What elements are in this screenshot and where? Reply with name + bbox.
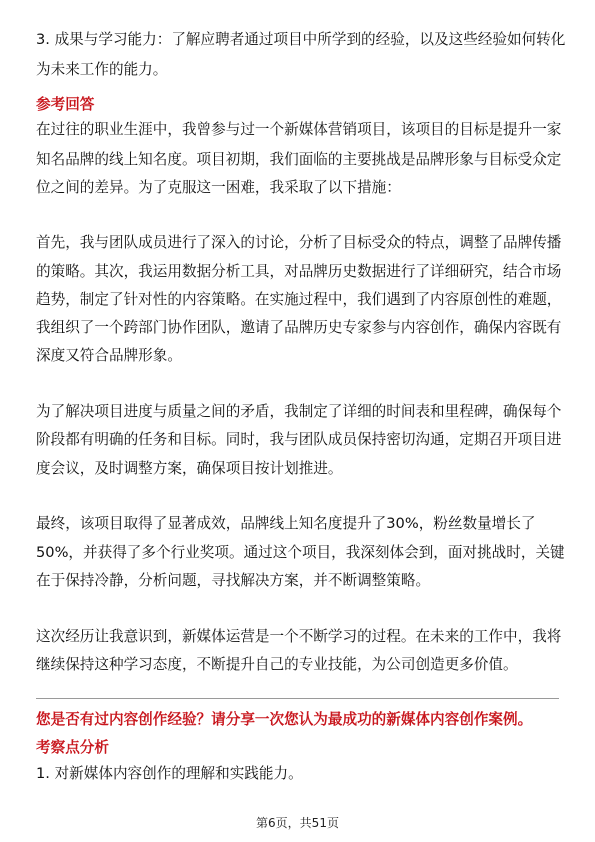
page-indicator: 第6页，共51页	[256, 816, 339, 830]
answer-p5-line-1: 这次经历让我意识到，新媒体运营是一个不断学习的过程。在未来的工作中，我将	[36, 628, 562, 645]
item3-line-1: 3. 成果与学习能力：了解应聘者通过项目中所学到的经验，以及这些经验如何转化	[36, 31, 566, 48]
answer-p4-line-2: 50%，并获得了多个行业奖项。通过这个项目，我深刻体会到，面对挑战时，关键	[36, 544, 565, 561]
answer-p2-line-1: 首先，我与团队成员进行了深入的讨论，分析了目标受众的特点，调整了品牌传播	[36, 234, 562, 251]
analysis-point-1: 1. 对新媒体内容创作的理解和实践能力。	[36, 765, 303, 782]
answer-p2-line-5: 深度又符合品牌形象。	[36, 347, 182, 364]
answer-p1-line-3: 位之间的差异。为了克服这一困难，我采取了以下措施：	[36, 179, 401, 196]
answer-p1-line-2: 知名品牌的线上知名度。项目初期，我们面临的主要挑战是品牌形象与目标受众定	[36, 151, 562, 168]
section-divider	[36, 698, 559, 699]
next-question-title: 您是否有过内容创作经验？请分享一次您认为最成功的新媒体内容创作案例。	[36, 711, 533, 728]
answer-p2-line-3: 趋势，制定了针对性的内容策略。在实施过程中，我们遇到了内容原创性的难题，	[36, 291, 562, 308]
answer-p3-line-1: 为了解决项目进度与质量之间的矛盾，我制定了详细的时间表和里程碑，确保每个	[36, 403, 562, 420]
answer-p2-line-2: 的策略。其次，我运用数据分析工具，对品牌历史数据进行了详细研究，结合市场	[36, 263, 562, 280]
item3-line-2: 为未来工作的能力。	[36, 61, 168, 78]
answer-p3-line-3: 度会议，及时调整方案，确保项目按计划推进。	[36, 460, 343, 477]
answer-p5-line-2: 继续保持这种学习态度，不断提升自己的专业技能，为公司创造更多价值。	[36, 656, 518, 673]
answer-heading: 参考回答	[36, 96, 95, 113]
answer-p4-line-1: 最终，该项目取得了显著成效，品牌线上知名度提升了30%，粉丝数量增长了	[36, 515, 536, 532]
analysis-heading: 考察点分析	[36, 739, 109, 756]
answer-p2-line-4: 我组织了一个跨部门协作团队，邀请了品牌历史专家参与内容创作，确保内容既有	[36, 319, 562, 336]
answer-p4-line-3: 在于保持冷静，分析问题，寻找解决方案，并不断调整策略。	[36, 572, 431, 589]
answer-p1-line-1: 在过往的职业生涯中，我曾参与过一个新媒体营销项目，该项目的目标是提升一家	[36, 121, 562, 138]
answer-p3-line-2: 阶段都有明确的任务和目标。同时，我与团队成员保持密切沟通，定期召开项目进	[36, 431, 562, 448]
